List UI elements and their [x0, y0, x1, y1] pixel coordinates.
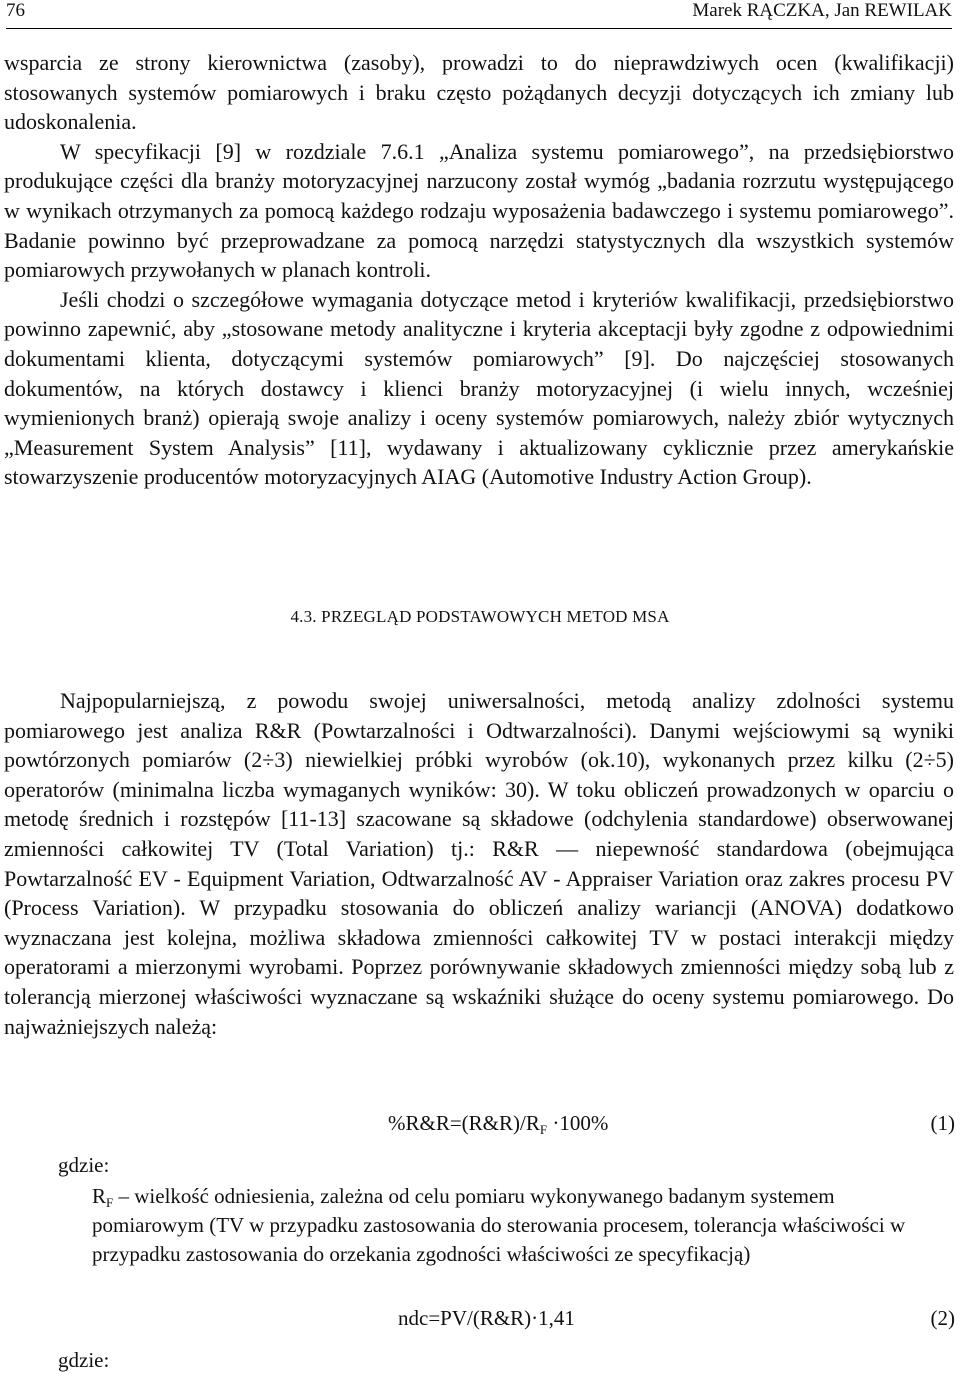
formula-1-number: (1) [930, 1111, 955, 1135]
body-text-section [4, 686, 954, 1041]
definition-description: – wielkość odniesienia, zależna od celu pomiaru wykonywanego badanym systemem pomiarowym (TV w przypadku zastosowania do sterowania procesem, tolerancja właściwości w przypadku zastosowania do orzekania zgodności właściwości ze specyfikacją) [92, 1184, 906, 1266]
formula-1 [0, 1111, 955, 1141]
paragraph-requirements: Jeśli chodzi o szczegółowe wymagania dotyczące metod i kryteriów kwalifikacji, przedsiębiorstwo powinno zapewnić, aby „stosowane metody analityczne i kryteria akceptacji były zgodne z odpowiednimi dokumentami klienta, dotyczącymi systemów pomiarowych” [9]. Do najczęściej stosowanych dokumentów, na których dostawcy i klienci branży motoryzacyjnej (i wielu innych, wcześniej wymienionych branż) opierają swoje analizy i oceny systemów pomiarowych, należy zbiór wytycznych „Measurement System Analysis” [11], wydawany i aktualizowany cyklicznie przez amerykańskie stowarzyszenie producentów motoryzacyjnych AIAG (Automotive Industry Action Group). [4, 286, 954, 490]
formula-1-expression [388, 1111, 608, 1136]
where-label-1: gdzie: [58, 1153, 110, 1177]
definition-rf [92, 1182, 942, 1269]
body-text-top [4, 48, 954, 492]
section-heading: 4.3. PRZEGLĄD PODSTAWOWYCH METOD MSA [290, 607, 670, 626]
page-number: 76 [6, 0, 25, 21]
formula-2-expression: ndc=PV/(R&R)·1,41 [398, 1306, 575, 1330]
running-head-authors: Marek RĄCZKA, Jan REWILAK [692, 0, 952, 21]
definition-symbol-subscript: F [106, 1195, 114, 1210]
formula-1-rhs: ·100% [547, 1111, 609, 1135]
paragraph-continuation: wsparcia ze strony kierownictwa (zasoby), prowadzi to do nieprawdziwych ocen (kwalifikacji) stosowanych systemów pomiarowych i braku często pożądanych decyzji dotyczących ich zmiany lub udoskonalenia. [4, 50, 954, 135]
formula-1-subscript: F [539, 1122, 548, 1137]
definition-symbol: R [92, 1184, 107, 1208]
formula-2-number: (2) [930, 1306, 955, 1330]
paragraph-msa-methods: Najpopularniejszą, z powodu swojej uniwersalności, metodą analizy zdolności systemu pomiarowego jest analiza R&R (Powtarzalności i Odtwarzalności). Danymi wejściowymi są wyniki powtórzonych pomiarów (2÷3) niewielkiej próbki wyrobów (ok.10), wykonanych przez kilku (2÷5) operatorów (minimalna liczba wymaganych wyników: 30). W toku obliczeń prowadzonych w oparciu o metodę średnich i rozstępów [11-13] szacowane są składowe (odchylenia standardowe) obserwowanej zmienności całkowitej TV (Total Variation) tj.: R&R — niepewność standardowa (obejmująca Powtarzalność EV - Equipment Variation, Odtwarzalność AV - Appraiser Variation oraz zakres procesu PV (Process Variation). W przypadku stosowania do obliczeń analizy wariancji (ANOVA) dodatkowo wyznaczana jest kolejna, możliwa składowa zmienności całkowitej TV w postaci interakcji między operatorami a mierzonymi wyrobami. Poprzez porównywanie składowych zmienności między sobą lub z tolerancją mierzonej właściwości wyznaczane są wskaźniki służące do oceny systemu pomiarowego. Do najważniejszych należą: [4, 688, 954, 1039]
formula-2 [0, 1306, 955, 1336]
paragraph-specification: W specyfikacji [9] w rozdziale 7.6.1 „Analiza systemu pomiarowego”, na przedsiębiorstwo produkujące części dla branży motoryzacyjnej narzucony został wymóg „badania rozrzutu występującego w wynikach otrzymanych za pomocą każdego rodzaju wyposażenia badawczego i systemu pomiarowego”. Badanie powinno być przeprowadzane za pomocą narzędzi statystycznych dla wszystkich systemów pomiarowych przywołanych w planach kontroli. [4, 138, 954, 283]
where-label-2: gdzie: [58, 1348, 110, 1372]
formula-1-lhs: %R&R=(R&R)/R [388, 1111, 540, 1135]
definition-rf-text [92, 1182, 942, 1269]
page-header [6, 0, 952, 29]
